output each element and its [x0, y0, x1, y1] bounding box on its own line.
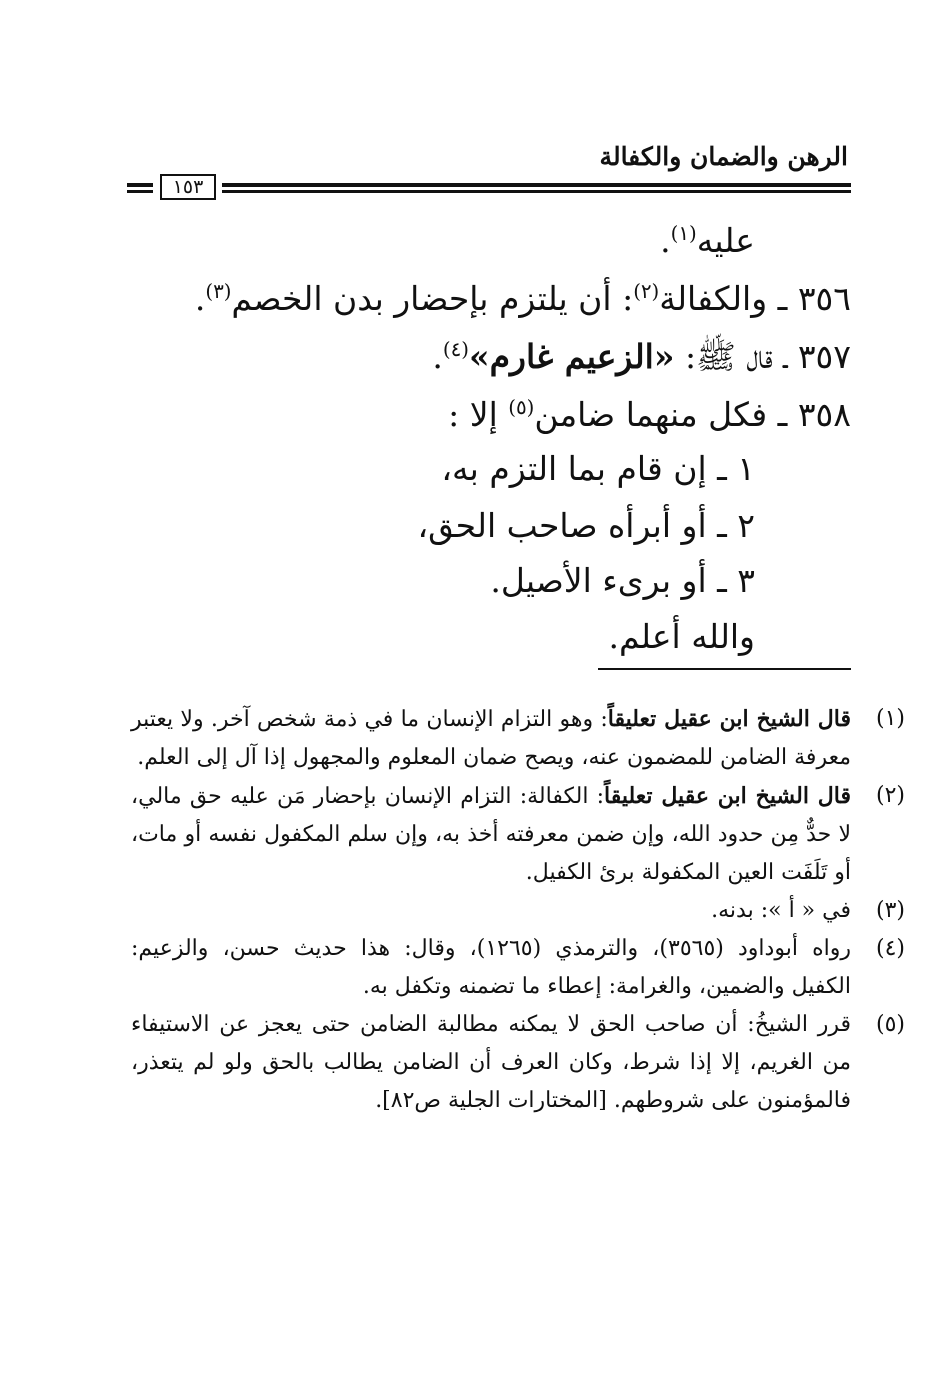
list-item-2: ٢ ـ أو أبرأه صاحب الحق،: [417, 506, 755, 545]
footnote-3: [131, 892, 905, 930]
text-line-356: [195, 270, 851, 328]
item-number-356: ٣٥٦ ـ: [767, 279, 851, 318]
item-number-358: ٣٥٨ ـ: [767, 395, 851, 434]
footnote-marker-4: (٤): [875, 936, 905, 961]
line2-text-a: والكفالة: [659, 279, 768, 318]
footnote-marker-5: (٥): [875, 1012, 905, 1037]
footnote-marker-2: (٢): [875, 783, 905, 808]
footnote-3-text: في « أ »: بدنه.: [711, 898, 851, 923]
footnote-2-lead: قال الشيخ ابن عقيل تعليقاً: [604, 783, 851, 809]
item-number-357: ٣٥٧ ـ: [772, 337, 851, 376]
footnote-ref-4: (٤): [442, 338, 469, 361]
header-rule-top: [222, 183, 851, 187]
text-line-1: [660, 212, 755, 270]
line4-text-a: فكل منهما ضامن: [534, 395, 768, 434]
line2-tail: .: [194, 279, 206, 318]
footnote-separator: [598, 668, 851, 670]
footnote-2: [131, 777, 905, 892]
header-rule-left-top: [127, 183, 153, 187]
running-header-title: الرهن والضمان والكفالة: [599, 142, 848, 171]
footnote-ref-2: (٢): [633, 280, 660, 303]
line4-text-b: إلا :: [448, 395, 509, 434]
line3-text-a: قال ﷺ:: [674, 337, 773, 376]
line3-tail: .: [432, 337, 443, 376]
list-item-1: ١ ـ إن قام بما التزم به،: [441, 449, 755, 488]
footnote-5: [131, 1006, 905, 1120]
footnote-1-lead: قال الشيخ ابن عقيل تعليقاً: [607, 706, 851, 732]
footnote-4-text: رواه أبوداود (٣٥٦٥)، والترمذي (١٢٦٥)، وقال: هذا حديث حسن، والزعيم: الكفيل والضمين، والغرامة: إعطاء ما تضمنه وتكفل به.: [131, 936, 851, 999]
footnote-marker-3: (٣): [875, 898, 905, 923]
footnote-ref-1: (١): [670, 222, 697, 245]
footnote-5-text: قرر الشيخُ: أن صاحب الحق لا يمكنه مطالبة الضامن حتى يعجز عن الاستيفاء من الغريم، إلا إذا شرط، وكان العرف أن الضامن يطالب بالحق ولو لم يتعذر، فالمؤمنون على شروطهم. [المختارات الجلية ص٨٢].: [131, 1012, 851, 1113]
hadith-quote: «الزعيم غارم»: [468, 337, 675, 376]
footnote-marker-1: (١): [875, 706, 905, 731]
footnote-4: [131, 930, 905, 1006]
text-line-357: [432, 328, 851, 386]
closing-line: والله أعلم.: [608, 617, 755, 656]
footnote-1-text: : وهو التزام الإنسان ما في ذمة شخص آخر. ولا يعتبر معرفة الضامن للمضمون عنه، ويصح ضمان المعلوم والمجهول إذا آل إلى العلم.: [131, 707, 851, 770]
header-rule-bottom: [222, 190, 851, 193]
line1-text: عليه: [696, 221, 755, 260]
text-line-358: [448, 386, 851, 444]
footnote-ref-5: (٥): [508, 396, 535, 419]
footnote-ref-3: (٣): [205, 280, 232, 303]
footnote-2-text: : الكفالة: التزام الإنسان بإحضار مَن عليه حق مالي، لا حدٌّ مِن حدود الله، وإن ضمن معرفته أخذ به، وإن سلم المكفول نفسه أو مات، أو تَلَفَت العين المكفولة برئ الكفيل.: [131, 784, 851, 885]
header-rule-left-bottom: [127, 190, 153, 193]
line1-tail: .: [660, 221, 671, 260]
footnote-1: [131, 700, 905, 777]
page-number-box: ١٥٣: [160, 174, 216, 200]
list-item-3: ٣ ـ أو برىء الأصيل.: [490, 561, 755, 600]
footnotes-section: [131, 700, 905, 1120]
line2-text-b: : أن يلتزم بإحضار بدن الخصم: [231, 279, 634, 318]
